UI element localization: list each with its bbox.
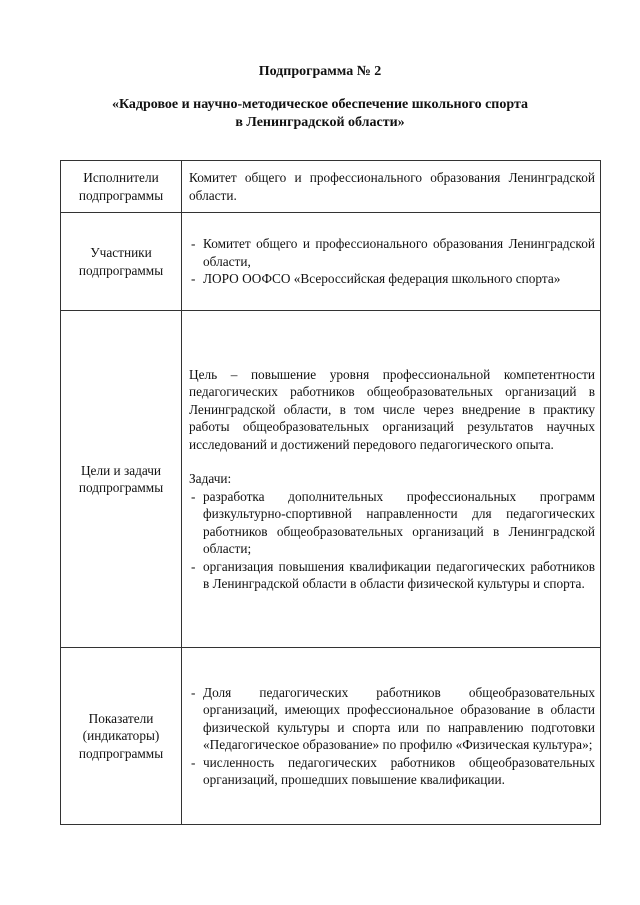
list-item: - ЛОРО ООФСО «Всероссийская федерация школьного спорта» (189, 270, 595, 288)
table-row-indicators (61, 648, 601, 825)
row-value-participants (182, 213, 601, 311)
executors-text: Комитет общего и профессионального образования Ленинградской области. (189, 170, 595, 203)
tasks-list (189, 488, 595, 593)
table-row-participants (61, 213, 601, 311)
subprogram-passport-table (60, 160, 601, 825)
list-item: - организация повышения квалификации педагогических работников в Ленинградской области в области физической культуры и спорта. (189, 558, 595, 593)
subprogram-number-heading: Подпрограмма № 2 (258, 64, 382, 79)
indicators-list (189, 684, 595, 789)
subprogram-title-line-1: «Кадровое и научно-методическое обеспечение школьного спорта (111, 97, 529, 112)
subprogram-title-line-2: в Ленинградской области» (235, 115, 405, 130)
list-item: - Доля педагогических работников общеобразовательных организаций, имеющих профессиональное образование в области физической культуры и спорта или по направлению подготовки «Педагогическое образование» по профилю «Физическая культура»; (189, 684, 595, 754)
goal-text: Цель – повышение уровня профессиональной компетентности педагогических работников общеобразовательных организаций в Ленинградской области, в том числе через внедрение в практику работы общеобразовательных организаций результатов научных исследований и достижений передового педагогического опыта. (189, 366, 595, 452)
tasks-title: Задачи: (189, 471, 232, 486)
table-row-goals-tasks (61, 311, 601, 648)
participants-list (189, 235, 595, 288)
row-value-executors (182, 161, 601, 213)
list-item: - численность педагогических работников общеобразовательных организаций, прошедших повышение квалификации. (189, 754, 595, 789)
row-value-goals-tasks (182, 311, 601, 648)
row-label-indicators: Показатели (индикаторы) подпрограммы (61, 648, 182, 825)
list-item: - разработка дополнительных профессиональных программ физкультурно-спортивной направленности для педагогических работников общеобразовательных организаций в Ленинградской области; (189, 488, 595, 558)
row-label-executors: Исполнители подпрограммы (61, 161, 182, 213)
row-label-goals-tasks: Цели и задачи подпрограммы (61, 311, 182, 648)
row-value-indicators (182, 648, 601, 825)
list-item: - Комитет общего и профессионального образования Ленинградской области, (189, 235, 595, 270)
row-label-participants: Участники подпрограммы (61, 213, 182, 311)
table-row-executors (61, 161, 601, 213)
